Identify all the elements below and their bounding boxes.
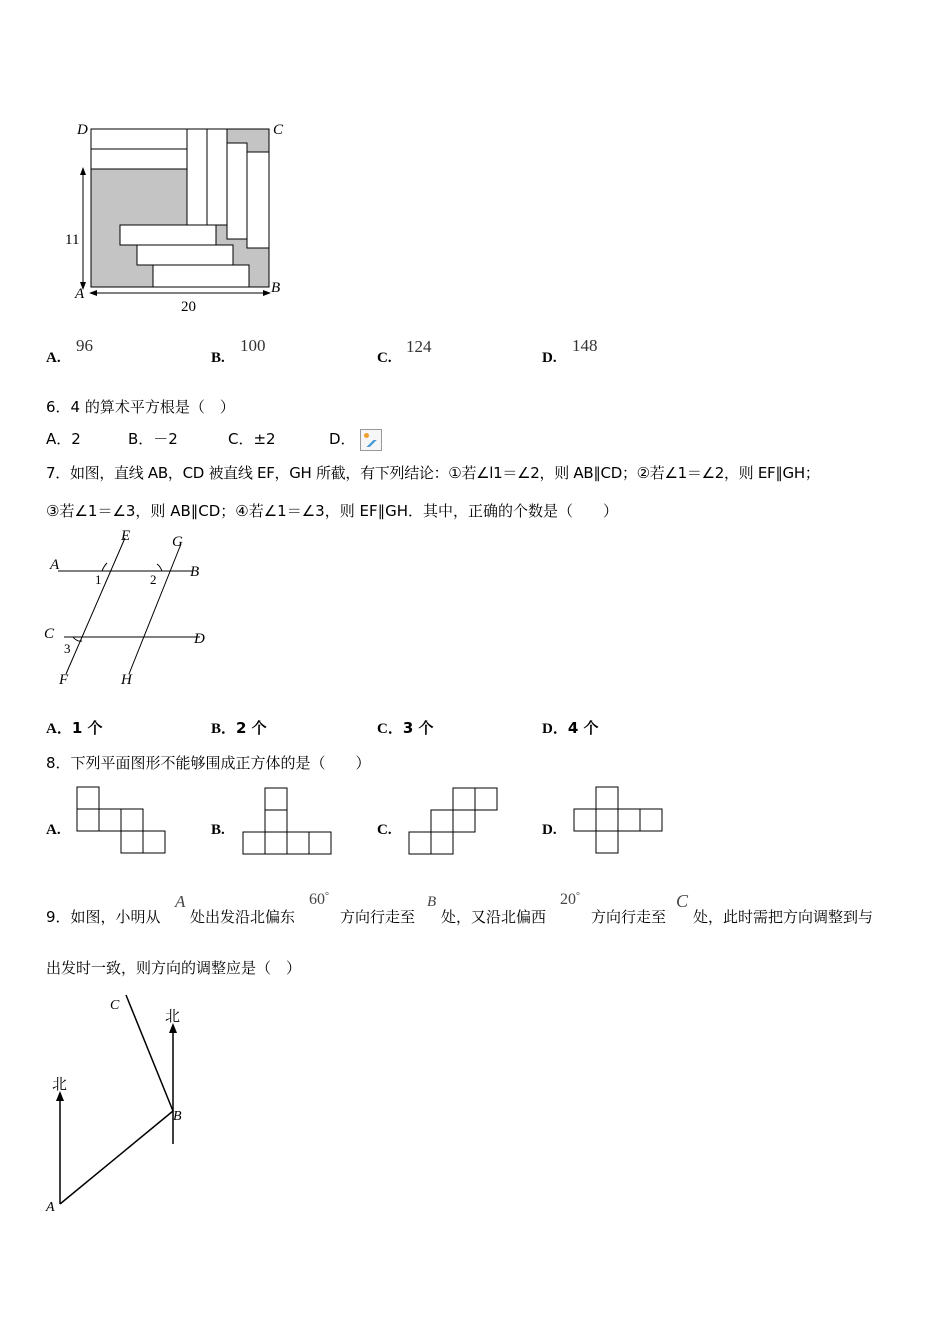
- q9-stem-line1: [46, 890, 916, 930]
- q6-stem: 6．4 的算术平方根是（ ）: [46, 398, 235, 416]
- fig7-label-f: F: [59, 672, 69, 688]
- option-letter: B．: [211, 721, 237, 737]
- q9-text-2: 处出发沿北偏东: [190, 908, 296, 926]
- option-letter: D．: [542, 721, 568, 737]
- q9-text-1: 9．如图，小明从: [46, 908, 161, 926]
- cube-net-a: [76, 786, 171, 858]
- q7-option-b[interactable]: [211, 717, 267, 738]
- fig9-label-c: C: [110, 998, 120, 1013]
- q9-text-4: 处，又沿北偏西: [441, 908, 547, 926]
- broken-image-icon: [360, 429, 382, 451]
- q7-option-d[interactable]: [542, 717, 599, 738]
- q7-stem-line2: ③若∠1＝∠3，则 AB∥CD；④若∠1＝∠3，则 EF∥GH．其中，正确的个数是（ ）: [46, 502, 618, 520]
- fig7-label-b: B: [190, 564, 200, 580]
- q7-stem-line1: 7．如图，直线 AB，CD 被直线 EF，GH 所截，有下列结论：①若∠l1＝∠2，则 AB∥CD；②若∠1＝∠2，则 EF∥GH；: [46, 464, 820, 482]
- option-letter: D.: [542, 350, 557, 366]
- option-letter: D.: [542, 822, 557, 838]
- option-text: 2 个: [236, 719, 267, 737]
- q9-angle-2: 20°: [560, 891, 580, 908]
- fig5-label-d: D: [77, 122, 88, 138]
- cube-net-c: [408, 787, 503, 859]
- fig5-label-b: B: [271, 280, 281, 296]
- option-text: D．: [329, 430, 356, 448]
- q6-option-c[interactable]: C．±2: [228, 430, 276, 448]
- option-value: 148: [572, 336, 598, 355]
- cube-net-d: [573, 786, 668, 858]
- q8-stem: 8．下列平面图形不能够围成正方体的是（ ）: [46, 754, 371, 772]
- fig7-label-c: C: [44, 626, 55, 642]
- q9-text-6: 处，此时需把方向调整到与: [693, 908, 874, 926]
- q9-stem-line2: 出发时一致，则方向的调整应是（ ）: [46, 959, 302, 977]
- fig7-label-a: A: [50, 557, 60, 573]
- fig7-angle-3: 3: [64, 641, 71, 656]
- q7-option-a[interactable]: [46, 717, 103, 738]
- fig5-label-width: 20: [181, 299, 196, 315]
- option-value: 124: [406, 337, 432, 356]
- q9-angle-1-value: 60: [309, 891, 325, 908]
- option-letter: B.: [211, 350, 225, 366]
- fig5-label-height: 11: [65, 232, 80, 248]
- option-letter: A.: [46, 350, 61, 366]
- option-text: 4 个: [567, 719, 599, 737]
- q7-option-c[interactable]: [377, 717, 434, 738]
- fig5-label-c: C: [273, 122, 284, 138]
- option-text: 1 个: [71, 719, 103, 737]
- fig7-angle-2: 2: [150, 572, 157, 587]
- q7-figure: [40, 526, 220, 696]
- fig7-label-g: G: [172, 534, 183, 550]
- q9-text-5: 方向行走至: [591, 908, 667, 926]
- option-letter: C．: [377, 721, 403, 737]
- option-value: 96: [76, 336, 93, 355]
- q9-point-a: A: [175, 892, 186, 911]
- fig7-label-e: E: [121, 528, 131, 544]
- fig7-angle-1: 1: [95, 572, 102, 587]
- q6-option-d[interactable]: [329, 428, 382, 451]
- fig9-label-a: A: [46, 1200, 55, 1215]
- q9-figure: [40, 990, 200, 1220]
- option-letter: A.: [46, 822, 61, 838]
- option-value: 100: [240, 336, 266, 355]
- option-letter: B.: [211, 822, 225, 838]
- fig9-north-b: 北: [165, 1007, 181, 1025]
- option-letter: A．: [46, 721, 72, 737]
- fig9-north-a: 北: [52, 1075, 68, 1093]
- q9-angle-1: 60°: [309, 891, 329, 908]
- option-text: 3 个: [402, 719, 434, 737]
- q6-option-a[interactable]: A．2: [46, 430, 81, 448]
- cube-net-b: [242, 787, 337, 859]
- q6-option-b[interactable]: B．－2: [128, 430, 178, 448]
- option-letter: C.: [377, 350, 392, 366]
- q5-figure: [60, 115, 300, 320]
- fig7-label-h: H: [121, 672, 132, 688]
- option-letter: C.: [377, 822, 392, 838]
- fig5-label-a: A: [75, 286, 85, 302]
- fig7-label-d: D: [194, 631, 205, 647]
- q9-point-c: C: [676, 891, 689, 911]
- fig9-label-b: B: [173, 1109, 182, 1124]
- q9-point-b: B: [427, 894, 437, 910]
- q9-angle-2-value: 20: [560, 891, 576, 908]
- q9-text-3: 方向行走至: [340, 908, 416, 926]
